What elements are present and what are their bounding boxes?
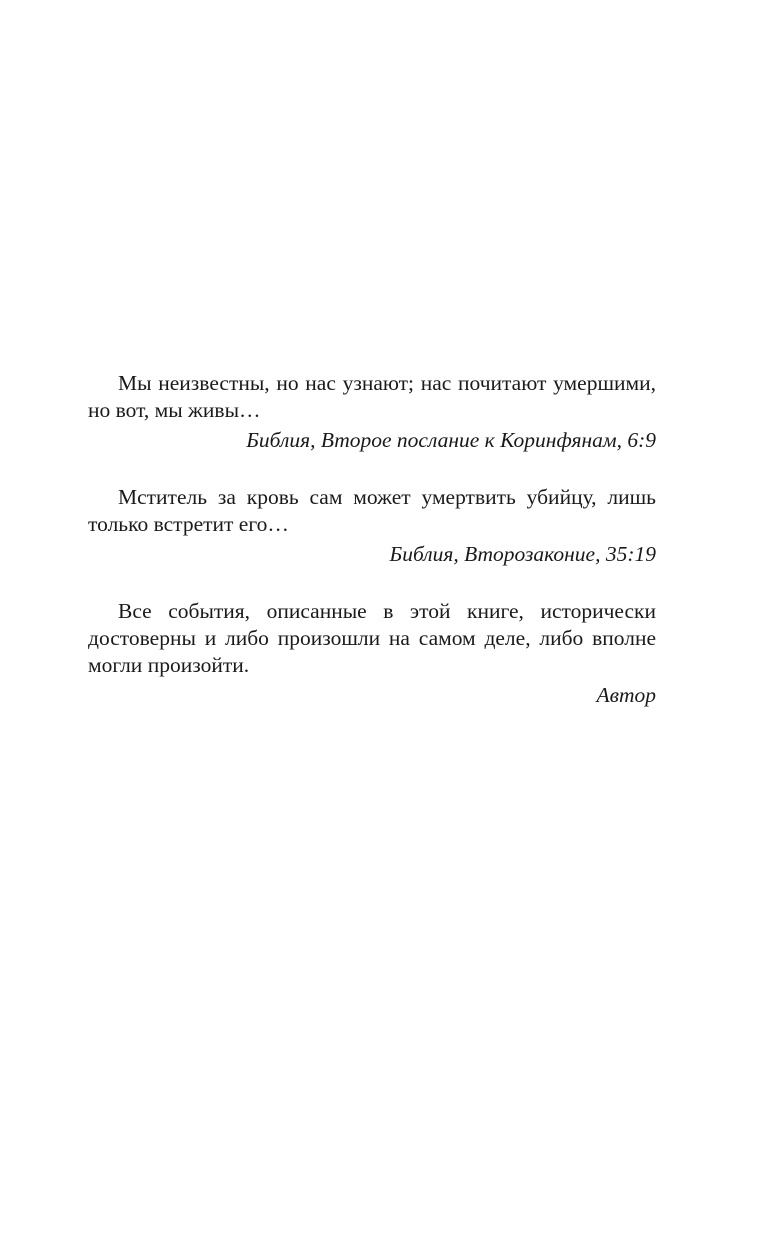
epigraph-author-note bbox=[88, 598, 656, 709]
epigraph-quote: Мститель за кровь сам может умертвить убийцу, лишь только встретит его… bbox=[88, 485, 656, 536]
epigraph-source: Библия, Второзаконие, 35:19 bbox=[389, 542, 656, 566]
epigraph-source: Библия, Второе послание к Коринфянам, 6:9 bbox=[246, 428, 656, 452]
epigraph-corinthians bbox=[88, 370, 656, 454]
epigraph-source: Автор bbox=[596, 683, 656, 707]
epigraph-block bbox=[88, 370, 656, 739]
epigraph-quote: Мы неизвестны, но нас узнают; нас почитают умершими, но вот, мы живы… bbox=[88, 371, 656, 422]
epigraph-deuteronomy bbox=[88, 484, 656, 568]
epigraph-quote: Все события, описанные в этой книге, исторически достоверны и либо произошли на самом деле, либо вполне могли произойти. bbox=[88, 599, 656, 677]
